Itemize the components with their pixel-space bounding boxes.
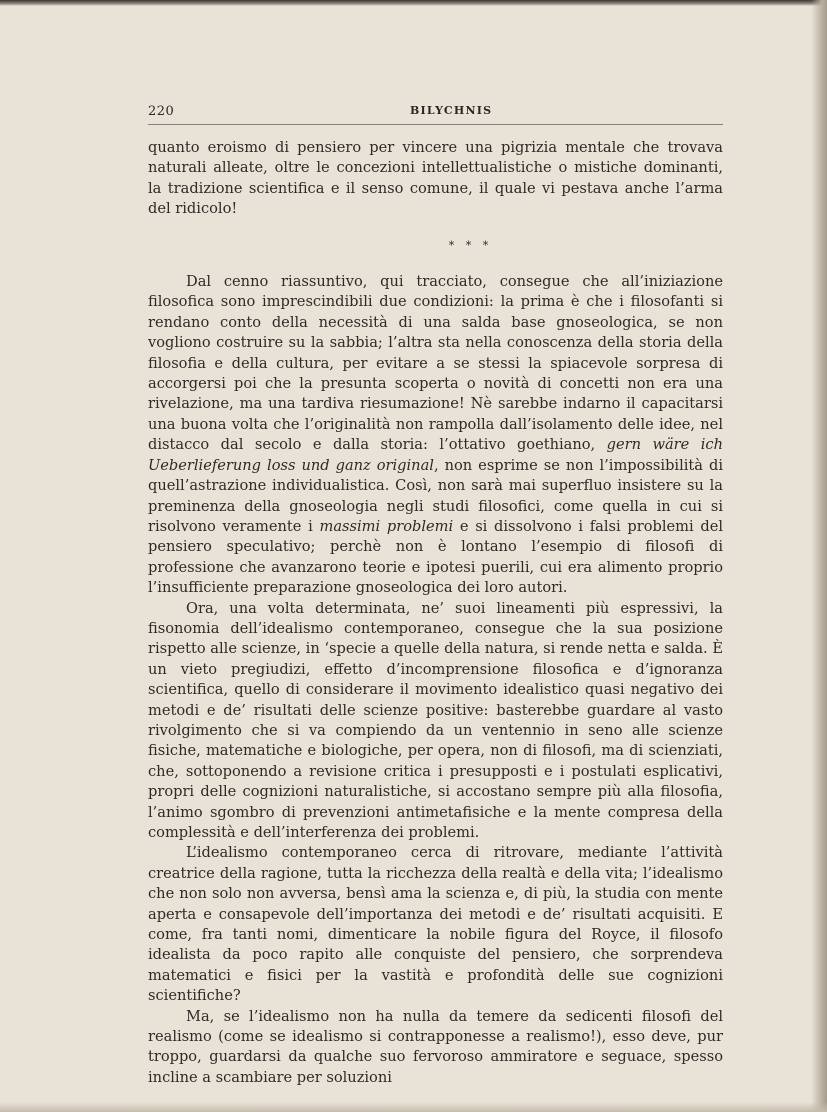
text-segment: e si dissolvono i falsi problemi del pensiero speculativo; perchè non è lontano l’esempio di filosofi di professione che avanzarono teorie e ipotesi puerili, cui era alimento proprio l’insufficiente preparazione gnoseologica dei loro autori. — [148, 517, 723, 597]
text-segment: , non esprime se non l’impossibilità di quell’astrazione individualistica. Così, non sarà mai superfluo insistere su la preminenza della gnoseologia negli studi filosofici, come quella in cui si risolvono veramente i — [148, 456, 724, 535]
header-rule — [148, 124, 723, 125]
italic-text: gern wäre ich Ueberlieferung loss und ganz original — [148, 436, 723, 474]
italic-text: massimi problemi — [319, 517, 454, 535]
paragraph-3 — [148, 843, 723, 1006]
text-segment: Dal cenno riassuntivo, qui tracciato, consegue che all’iniziazione filosofica sono imprescindibili due condizioni: la prima è che i filosofanti si rendano conto della necessità di una salda base gnoseologica, se non vogliono costruire su la sabbia; l’altra sta nella conoscenza della storia della filosofia e della cultura, per evitare a se stessi la spiacevole sorpresa di accorgersi poi che la presunta scoperta o novità di concetti non era una rivelazione, ma una tardiva riesumazione! Nè sarebbe indarno il capacitarsi una buona volta che l’originalità non rampolla dall’isolamento delle idee, nel distacco dal secolo e dalla storia: l’ottativo goethiano, — [148, 273, 723, 454]
paragraph-2 — [148, 599, 723, 844]
page-header — [148, 104, 723, 124]
section-separator: * * * — [448, 238, 493, 252]
body-text — [148, 138, 723, 1088]
text-segment: Ma, se l’idealismo non ha nulla da temere da sedicenti filosofi del realismo (come se idealismo si contrapponesse a realismo!), esso deve, pur troppo, guardarsi da qualche suo fervoroso ammiratore e seguace, spesso incline a scambiare per soluzioni — [148, 1007, 723, 1086]
running-title: BILYCHNIS — [410, 104, 493, 117]
text-segment: quanto eroismo di pensiero per vincere una pigrizia mentale che trovava naturali alleate, oltre le concezioni intellettualistiche o mistiche dominanti, la tradizione scientifica e il senso comune, il quale vi pestava anche l’arma del ridicolo! — [148, 139, 723, 218]
page-right-edge — [811, 0, 827, 1112]
page-number: 220 — [148, 104, 175, 119]
page-top-edge — [0, 0, 827, 6]
page-bottom-edge — [0, 1102, 827, 1112]
text-segment: L’idealismo contemporaneo cerca di ritrovare, mediante l’attività creatrice della ragione, tutta la ricchezza della realtà e della vita; l’idealismo che non solo non avversa, bensì ama la scienza e, di più, la studia con mente aperta e consapevole dell’importanza dei metodi e de’ risultati acquisiti. E come, fra tanti nomi, dimenticare la nobile figura del Royce, il filosofo idealista da poco rapito alle conquiste del pensiero, che sorprendeva matematici e fisici per la vastità e profondità delle sue cognizioni scientifiche? — [148, 844, 723, 1005]
text-segment: Ora, una volta determinata, ne’ suoi lineamenti più espressivi, la fisonomia dell’idealismo contemporaneo, consegue che la sua posizione rispetto alle scienze, in ‘specie a quelle della natura, si rende netta e salda. È un vieto pregiudizi, effetto d’incomprensione filosofica e d’ignoranza scientifica, quello di considerare il movimento idealistico quasi negativo dei metodi e de’ risultati delle scienze positive: basterebbe guardare al vasto rivolgimento che si va compiendo da un ventennio in seno alle scienze fisiche, matematiche e biologiche, per opera, non di filosofi, ma di scienziati, che, sottoponendo a revisione critica i presupposti e i postulati esplicativi, propri delle cognizioni naturalistiche, si accostano sempre più alla filosofia, l’animo sgombro di prevenzioni antimetafisiche e la mente compresa della complessità e dell’interferenza dei problemi. — [148, 599, 723, 841]
paragraph-1 — [148, 272, 723, 599]
paragraph-4 — [148, 1007, 723, 1089]
paragraph-0 — [148, 138, 723, 220]
